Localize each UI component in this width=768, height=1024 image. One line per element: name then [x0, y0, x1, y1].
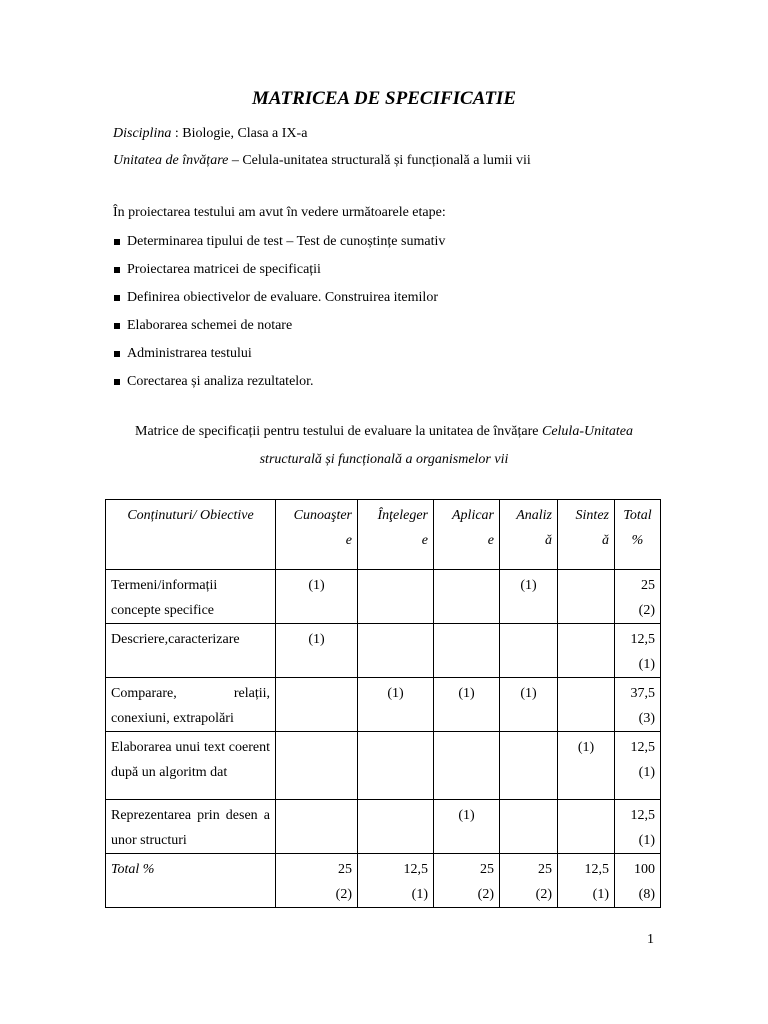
unit-label: Unitatea de învățare [113, 153, 229, 168]
table-row [106, 624, 661, 678]
caption-plain: Matrice de specificații pentru testului de evaluare la unitatea de învățare [135, 424, 542, 439]
bullet-square-icon [114, 351, 120, 357]
table-header-row [106, 500, 661, 570]
table-cell [500, 624, 558, 678]
table-caption [0, 418, 768, 474]
list-item: Elaborarea schemei de notare [113, 312, 445, 340]
total-cell: 12,5 (1) [358, 854, 434, 908]
table-cell [558, 624, 615, 678]
total-cell: 25 (2) [434, 854, 500, 908]
row-label: Termeni/informații concepte specifice [106, 570, 276, 624]
header-knowledge: Cunoaşter e [276, 500, 358, 570]
row-total: 37,5 (3) [615, 678, 661, 732]
table-cell [276, 800, 358, 854]
header-total: Total % [615, 500, 661, 570]
unit-value: Celula-unitatea structurală și funcțională a lumii vii [242, 153, 531, 168]
table-cell [276, 678, 358, 732]
table-cell: (1) [434, 678, 500, 732]
table-cell [358, 570, 434, 624]
table-cell [434, 624, 500, 678]
table-cell: (1) [276, 624, 358, 678]
caption-italic-1: Celula-Unitatea [541, 424, 633, 439]
list-item: Administrarea testului [113, 340, 445, 368]
bullet-square-icon [114, 267, 120, 273]
page-title: MATRICEA DE SPECIFICATIE [251, 88, 516, 109]
intro-text: În proiectarea testului am avut în vedere următoarele etape: [113, 205, 446, 220]
header-application: Aplicar e [434, 500, 500, 570]
row-total: 12,5 (1) [615, 624, 661, 678]
row-label: Comparare, relații, conexiuni, extrapolări [106, 678, 276, 732]
total-cell: 25 (2) [276, 854, 358, 908]
row-label: Elaborarea unui text coerent după un algoritm dat [106, 732, 276, 800]
specification-matrix [105, 499, 661, 908]
total-cell: 25 (2) [500, 854, 558, 908]
table-row [106, 800, 661, 854]
unit-sep: – [228, 153, 243, 168]
total-row-label: Total % [106, 854, 276, 908]
discipline-line [113, 126, 307, 142]
list-item: Definirea obiectivelor de evaluare. Construirea itemilor [113, 284, 445, 312]
header-synthesis: Sintez ă [558, 500, 615, 570]
steps-list [113, 228, 445, 396]
table-cell [558, 800, 615, 854]
table-row [106, 570, 661, 624]
table-cell [500, 732, 558, 800]
header-content: Conținuturi/ Obiective [106, 500, 276, 570]
row-total: 12,5 (1) [615, 800, 661, 854]
table-cell [558, 570, 615, 624]
row-total: 25 (2) [615, 570, 661, 624]
table-cell [276, 732, 358, 800]
table-cell: (1) [500, 678, 558, 732]
list-item: Proiectarea matricei de specificații [113, 256, 445, 284]
table-cell: (1) [500, 570, 558, 624]
bullet-square-icon [114, 239, 120, 245]
row-total: 12,5 (1) [615, 732, 661, 800]
grand-total: 100 (8) [615, 854, 661, 908]
table-cell: (1) [358, 678, 434, 732]
bullet-square-icon [114, 379, 120, 385]
table-cell [434, 570, 500, 624]
unit-line [113, 153, 531, 169]
table-cell: (1) [276, 570, 358, 624]
list-item: Determinarea tipului de test – Test de cunoștințe sumativ [113, 228, 445, 256]
table-cell: (1) [434, 800, 500, 854]
discipline-value: Biologie, Clasa a IX-a [182, 126, 308, 141]
caption-italic-2: structurală și funcțională a organismelor vii [259, 452, 509, 467]
table-row [106, 732, 661, 800]
table-cell [358, 732, 434, 800]
table-total-row [106, 854, 661, 908]
table-cell [358, 624, 434, 678]
row-label: Descriere,caracterizare [106, 624, 276, 678]
header-understanding: Înţeleger e [358, 500, 434, 570]
bullet-square-icon [114, 295, 120, 301]
header-analysis: Analiz ă [500, 500, 558, 570]
table-cell [358, 800, 434, 854]
discipline-label: Disciplina [113, 126, 172, 141]
table-cell: (1) [558, 732, 615, 800]
row-label: Reprezentarea prin desen a unor structuri [106, 800, 276, 854]
total-cell: 12,5 (1) [558, 854, 615, 908]
page-number: 1 [647, 932, 654, 947]
table-cell [500, 800, 558, 854]
table-cell [434, 732, 500, 800]
bullet-square-icon [114, 323, 120, 329]
discipline-sep: : [171, 126, 183, 141]
table-cell [558, 678, 615, 732]
table-row [106, 678, 661, 732]
list-item: Corectarea și analiza rezultatelor. [113, 368, 445, 396]
